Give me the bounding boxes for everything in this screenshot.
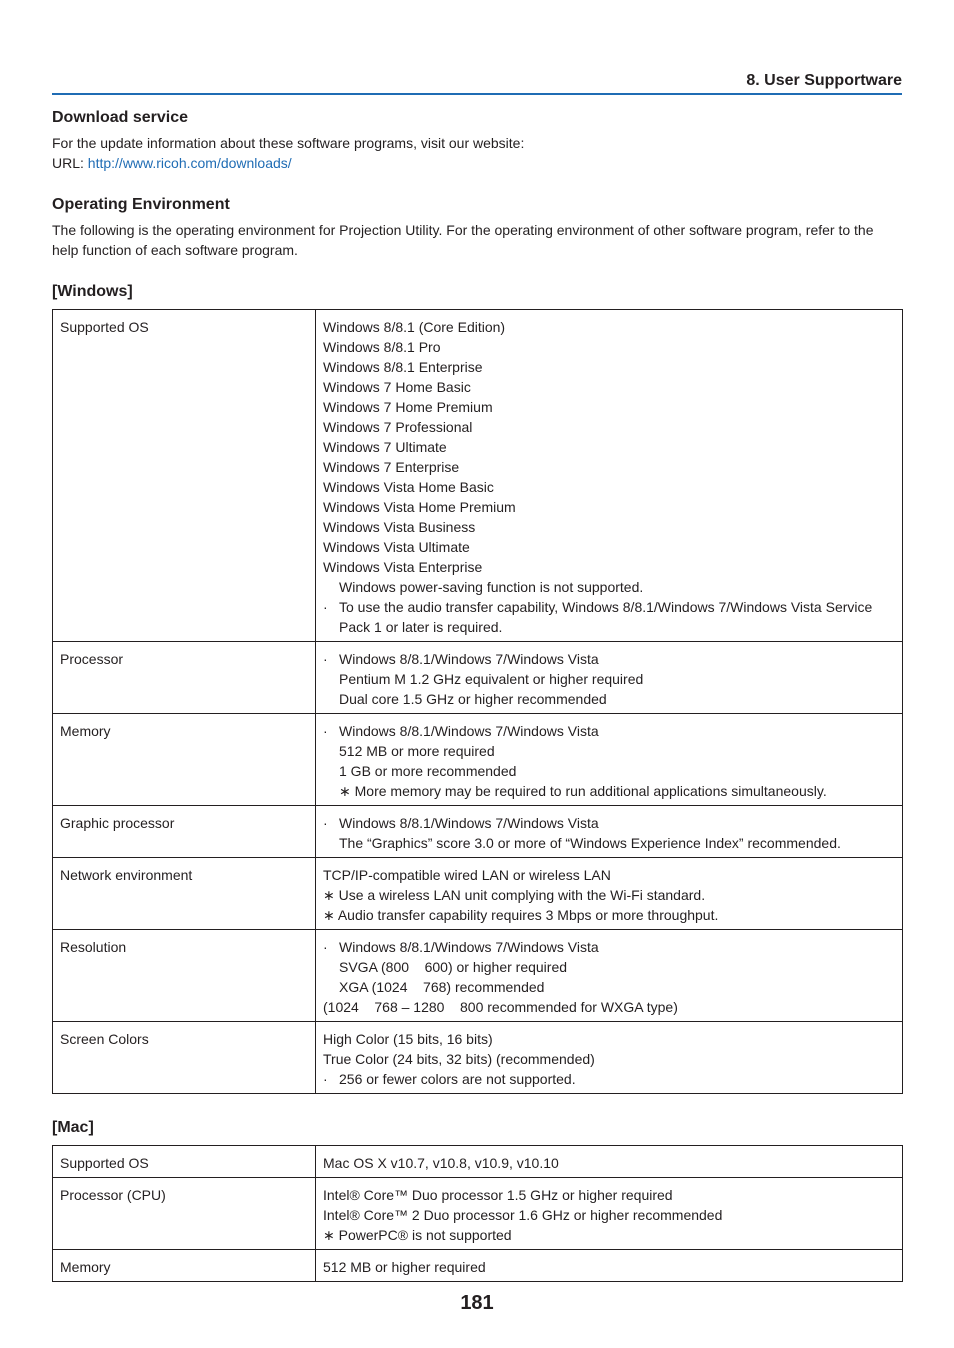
windows-heading: [Windows] <box>52 283 133 300</box>
value-line: Windows Vista Home Premium <box>323 499 516 515</box>
value-bullet: · To use the audio transfer capability, Windows 8/8.1/Windows 7/Windows Vista Service Pack 1 or later is required. <box>323 597 895 637</box>
row-label: Memory <box>53 714 316 806</box>
value-line: Windows 7 Home Premium <box>323 399 493 415</box>
table-row <box>53 1178 903 1250</box>
page-number: 181 <box>460 1292 494 1314</box>
chapter-title: 8. User Supportware <box>746 72 902 89</box>
download-service-text <box>52 133 902 173</box>
value-line: Intel® Core™ 2 Duo processor 1.6 GHz or higher recommended <box>323 1207 723 1223</box>
operating-environment-text: The following is the operating environment for Projection Utility. For the operating environment of other software program, refer to the help function of each software program. <box>52 222 874 258</box>
row-value <box>316 806 903 858</box>
row-label: Processor (CPU) <box>53 1178 316 1250</box>
value-bullet: · Windows 8/8.1/Windows 7/Windows Vista <box>323 813 895 833</box>
value-line: Windows 8/8.1 (Core Edition) <box>323 319 506 335</box>
value-line: 512 MB or more required <box>339 743 495 759</box>
row-label: Resolution <box>53 930 316 1022</box>
url-label: URL: <box>52 155 88 171</box>
value-line: Windows 7 Enterprise <box>323 459 460 475</box>
row-label: Memory <box>53 1250 316 1282</box>
value-note: ∗ Use a wireless LAN unit complying with the Wi-Fi standard. <box>323 887 706 903</box>
value-note: ∗ Audio transfer capability requires 3 Mbps or more throughput. <box>323 907 719 923</box>
table-row <box>53 1146 903 1178</box>
table-row <box>53 858 903 930</box>
table-row <box>53 930 903 1022</box>
windows-requirements-table <box>52 309 903 1094</box>
value-line: Pentium M 1.2 GHz equivalent or higher required <box>339 671 644 687</box>
mac-heading: [Mac] <box>52 1119 94 1136</box>
value-line: Windows Vista Enterprise <box>323 559 483 575</box>
row-value <box>316 1146 903 1178</box>
value-line: True Color (24 bits, 32 bits) (recommended) <box>323 1051 595 1067</box>
value-bullet: · Windows 8/8.1/Windows 7/Windows Vista <box>323 721 895 741</box>
row-value <box>316 714 903 806</box>
value-line: The “Graphics” score 3.0 or more of “Windows Experience Index” recommended. <box>339 835 841 851</box>
value-line: XGA (1024 768) recommended <box>339 979 545 995</box>
row-label: Supported OS <box>53 1146 316 1178</box>
operating-environment-heading: Operating Environment <box>52 196 230 213</box>
value-line: Windows 8/8.1 Enterprise <box>323 359 483 375</box>
row-value <box>316 310 903 642</box>
row-label: Screen Colors <box>53 1022 316 1094</box>
table-row <box>53 642 903 714</box>
value-line: 1 GB or more recommended <box>339 763 517 779</box>
row-label: Supported OS <box>53 310 316 642</box>
value-line: Windows 7 Professional <box>323 419 473 435</box>
row-label: Graphic processor <box>53 806 316 858</box>
row-label: Network environment <box>53 858 316 930</box>
chapter-header <box>52 70 902 95</box>
value-line: Windows 7 Home Basic <box>323 379 471 395</box>
value-line: Mac OS X v10.7, v10.8, v10.9, v10.10 <box>323 1155 559 1171</box>
url-line <box>52 153 902 173</box>
row-value <box>316 858 903 930</box>
value-line: SVGA (800 600) or higher required <box>339 959 568 975</box>
value-line: Windows 7 Ultimate <box>323 439 447 455</box>
value-note: ∗ PowerPC® is not supported <box>323 1227 512 1243</box>
value-line: 512 MB or higher required <box>323 1259 486 1275</box>
mac-requirements-table <box>52 1145 903 1282</box>
value-line: Windows Vista Business <box>323 519 476 535</box>
download-text: For the update information about these software programs, visit our website: <box>52 135 525 151</box>
value-line: Windows Vista Ultimate <box>323 539 470 555</box>
table-row <box>53 1250 903 1282</box>
row-label: Processor <box>53 642 316 714</box>
table-row <box>53 714 903 806</box>
table-row <box>53 1022 903 1094</box>
row-value <box>316 930 903 1022</box>
value-bullet: · Windows 8/8.1/Windows 7/Windows Vista <box>323 937 895 957</box>
row-value <box>316 642 903 714</box>
value-line: (1024 768 – 1280 800 recommended for WXGA type) <box>323 999 678 1015</box>
table-row <box>53 806 903 858</box>
value-note: ∗ More memory may be required to run additional applications simultaneously. <box>339 783 827 799</box>
value-line: Intel® Core™ Duo processor 1.5 GHz or higher required <box>323 1187 673 1203</box>
value-line: Windows 8/8.1 Pro <box>323 339 441 355</box>
value-line: Windows Vista Home Basic <box>323 479 494 495</box>
row-value <box>316 1178 903 1250</box>
row-value <box>316 1250 903 1282</box>
value-line: Dual core 1.5 GHz or higher recommended <box>339 691 607 707</box>
value-line: High Color (15 bits, 16 bits) <box>323 1031 493 1047</box>
value-note: Windows power-saving function is not supported. <box>339 579 644 595</box>
value-bullet: · 256 or fewer colors are not supported. <box>323 1069 895 1089</box>
download-service-heading: Download service <box>52 109 189 126</box>
download-url-link[interactable]: http://www.ricoh.com/downloads/ <box>87 155 292 171</box>
row-value <box>316 1022 903 1094</box>
value-bullet: · Windows 8/8.1/Windows 7/Windows Vista <box>323 649 895 669</box>
value-line: TCP/IP-compatible wired LAN or wireless LAN <box>323 867 611 883</box>
table-row <box>53 310 903 642</box>
